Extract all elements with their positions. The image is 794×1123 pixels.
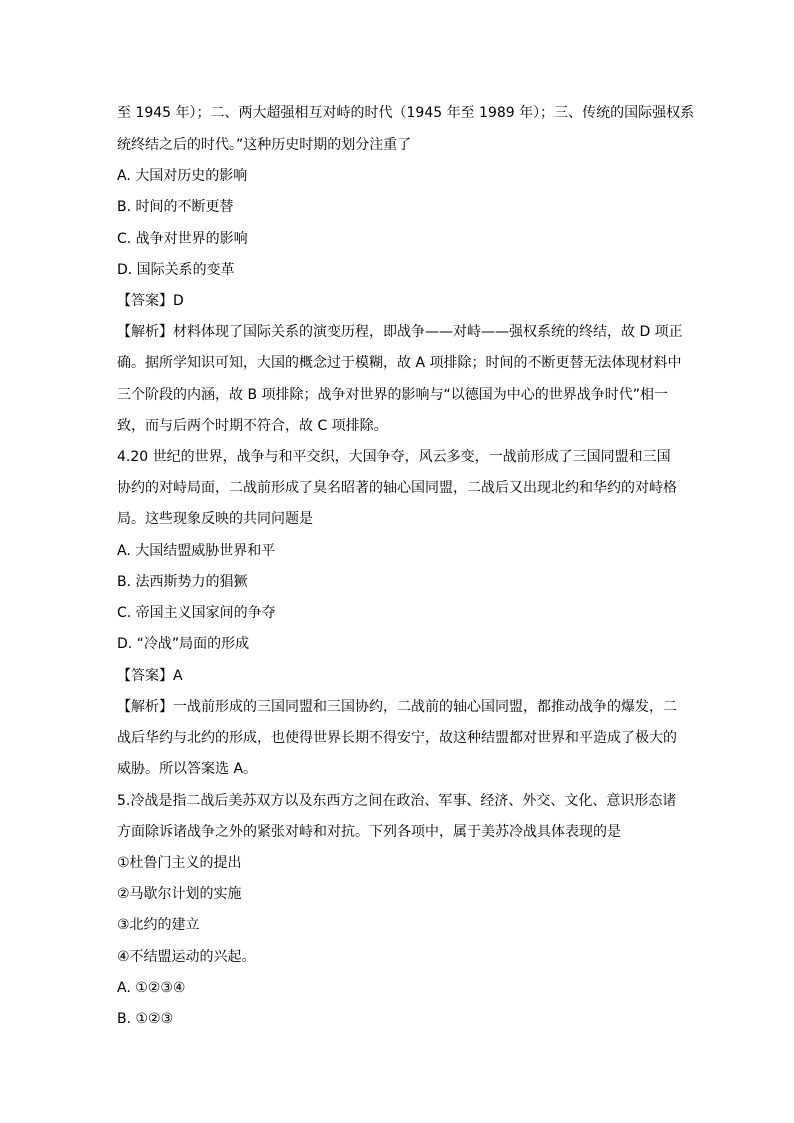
analysis-line: 威胁。所以答案选 A。 (117, 761, 258, 777)
option-a: A. ①②③④ (117, 980, 186, 996)
analysis-line: 确。据所学知识可知，大国的概念过于模糊，故 A 项排除；时间的不断更替无法体现材料中 (117, 355, 682, 371)
statement-item: ①杜鲁门主义的提出 (117, 855, 242, 871)
question-4-line: 4.20 世纪的世界，战争与和平交织，大国争夺，风云多变，一战前形成了三国同盟和三国 (117, 449, 671, 465)
option-a: A. 大国结盟威胁世界和平 (117, 543, 276, 559)
analysis-line: 三个阶段的内涵，故 B 项排除；战争对世界的影响与“以德国为中心的世界战争时代”相一 (117, 387, 669, 403)
option-b: B. ①②③ (117, 1011, 174, 1027)
option-a: A. 大国对历史的影响 (117, 168, 248, 184)
question-4-line: 局。这些现象反映的共同问题是 (117, 511, 313, 527)
analysis-line: 【解析】材料体现了国际关系的演变历程，即战争——对峙——强权系统的终结，故 D 项正 (117, 324, 683, 340)
option-b: B. 法西斯势力的猖獗 (117, 574, 248, 590)
answer-line: 【答案】A (117, 668, 183, 684)
statement-item: ③北约的建立 (117, 917, 200, 933)
question-4-line: 协约的对峙局面，二战前形成了臭名昭著的轴心国同盟，二战后又出现北约和华约的对峙格 (117, 480, 677, 496)
option-c: C. 帝国主义国家间的争夺 (117, 605, 276, 621)
analysis-line: 致，而与后两个时期不符合，故 C 项排除。 (117, 418, 388, 434)
text-line: 至 1945 年）；二、两大超强相互对峙的时代（1945 年至 1989 年）；三、传统的国际强权系 (117, 105, 695, 121)
question-5-line: 5.冷战是指二战后美苏双方以及东西方之间在政治、军事、经济、外交、文化、意识形态诸 (117, 793, 677, 809)
option-d: D. 国际关系的变革 (117, 262, 235, 278)
analysis-line: 【解析】一战前形成的三国同盟和三国协约，二战前的轴心国同盟，都推动战争的爆发，二 (117, 699, 677, 715)
question-5-line: 方面除诉诸战争之外的紧张对峙和对抗。下列各项中，属于美苏冷战具体表现的是 (117, 824, 621, 840)
option-b: B. 时间的不断更替 (117, 199, 234, 215)
statement-item: ④不结盟运动的兴起。 (117, 949, 256, 965)
answer-line: 【答案】D (117, 293, 184, 309)
option-c: C. 战争对世界的影响 (117, 231, 248, 247)
statement-item: ②马歇尔计划的实施 (117, 886, 242, 902)
option-d: D. “冷战”局面的形成 (117, 636, 250, 652)
text-line: 统终结之后的时代。”这种历史时期的划分注重了 (117, 137, 412, 153)
analysis-line: 战后华约与北约的形成，也使得世界长期不得安宁，故这种结盟都对世界和平造成了极大的 (117, 730, 677, 746)
